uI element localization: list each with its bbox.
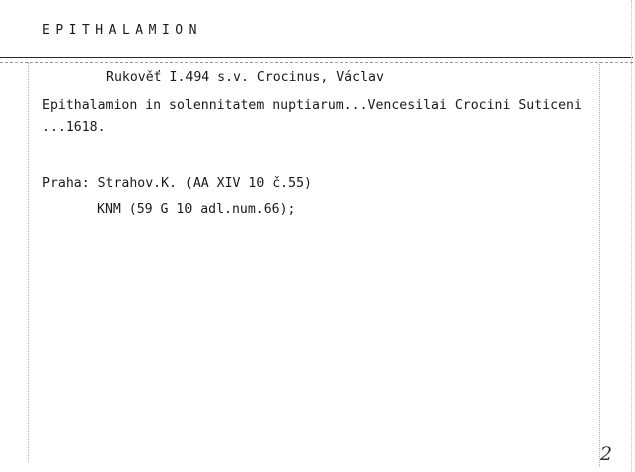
right-margin-line xyxy=(599,62,600,467)
handwritten-card-number: 2 xyxy=(600,443,613,465)
title-description-continuation: ...1618. xyxy=(42,120,106,135)
holding-location-line-2: KNM (59 G 10 adl.num.66); xyxy=(97,202,296,217)
card-edge-line xyxy=(631,0,632,472)
card-title: EPITHALAMION xyxy=(42,23,202,38)
header-rule xyxy=(0,57,633,58)
reference-line: Rukověť I.494 s.v. Crocinus, Václav xyxy=(106,70,384,85)
left-margin-line xyxy=(28,62,29,462)
title-description-line: Epithalamion in solennitatem nuptiarum...Vencesilai Crocini Suticeni xyxy=(42,98,582,113)
header-rule-secondary xyxy=(0,62,633,63)
holding-location-line: Praha: Strahov.K. (AA XIV 10 č.55) xyxy=(42,176,312,191)
